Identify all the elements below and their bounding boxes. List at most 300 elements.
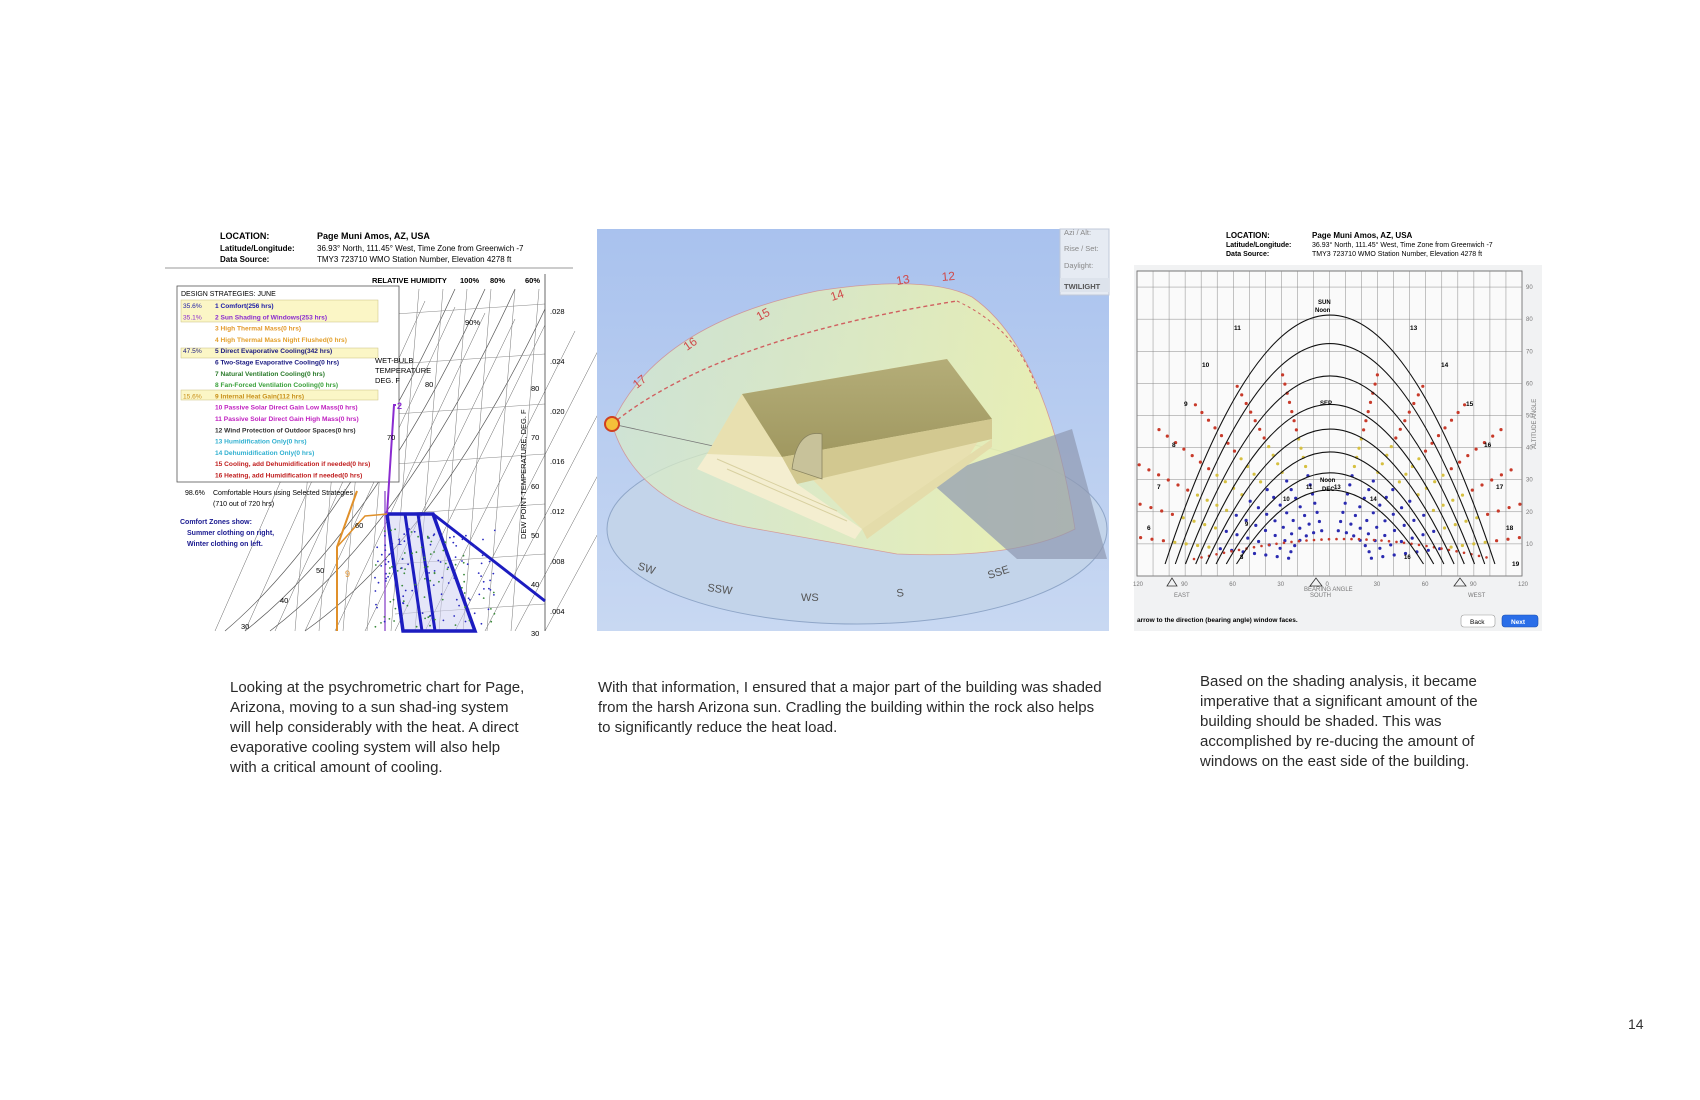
next-button[interactable] [1502, 615, 1538, 627]
hour-dot [1313, 539, 1316, 542]
hour-dot [1421, 385, 1424, 388]
hour-dot [1167, 478, 1170, 481]
hour-dot [1215, 553, 1218, 556]
hour-dot [1357, 447, 1360, 450]
hour-dot [1461, 494, 1464, 497]
hour-dot [1166, 435, 1169, 438]
hour-dot [1196, 494, 1199, 497]
hour-dot [1312, 531, 1315, 534]
hour-dot [1495, 539, 1498, 542]
data-dot [391, 543, 393, 545]
data-dot [424, 578, 426, 580]
hour-dot [1157, 428, 1160, 431]
hour-dot [1236, 385, 1239, 388]
hour-dot [1359, 527, 1362, 530]
dec-label: DEC [1322, 487, 1335, 493]
hour-dot [1412, 402, 1415, 405]
hour-dot [1343, 538, 1346, 541]
hour-dot [1345, 531, 1348, 534]
hour-dot [1372, 511, 1375, 514]
data-dot [469, 620, 471, 622]
data-dot [416, 551, 418, 553]
data-dot [463, 555, 465, 557]
caption-shading: Based on the shading analysis, it became imperative that a significant amount of the building should be shaded. This was accomplished by re-ducing the amount of windows on the east side of the building. [1200, 673, 1478, 770]
hour-dot [1432, 509, 1435, 512]
hour-dot [1233, 450, 1236, 453]
hour-dot [1215, 504, 1218, 507]
hour-dot [1381, 462, 1384, 465]
east-label: EAST [1174, 593, 1190, 599]
hour-dot [1337, 529, 1340, 532]
hour-dot [1157, 473, 1160, 476]
hour-dot [1518, 536, 1521, 539]
altitude-tick: 60 [1526, 381, 1533, 388]
compass-sse: SSE [986, 563, 1011, 582]
hour-dot [1281, 373, 1284, 376]
altitude-tick: 50 [1526, 413, 1533, 420]
data-dot [402, 602, 404, 604]
humidity-90: 90% [465, 318, 481, 327]
data-dot [403, 572, 405, 574]
bearing-label: BEARING ANGLE [1304, 587, 1353, 593]
hour-dot [1199, 461, 1202, 464]
hour-12: 12 [941, 268, 956, 284]
hour-dot [1348, 483, 1351, 486]
hour-dot [1225, 509, 1228, 512]
altitude-tick: 30 [1526, 477, 1533, 484]
hour-label: 10 [1202, 362, 1210, 369]
hour-dot [1206, 499, 1209, 502]
menu-twilight: TWILIGHT [1064, 282, 1101, 291]
sun-location-value: Page Muni Amos, AZ, USA [1312, 231, 1413, 240]
hour-dot [1392, 513, 1395, 516]
sep-label: SEP [1320, 401, 1333, 407]
psy-location-value: Page Muni Amos, AZ, USA [317, 231, 430, 241]
hour-dot [1298, 527, 1301, 530]
hour-dot [1486, 513, 1489, 516]
zone-label-2: 2 [397, 401, 403, 411]
data-dot [411, 531, 413, 533]
data-dot [478, 594, 480, 596]
strategy-item: 13 Humidification Only(0 hrs) [215, 438, 307, 446]
data-dot [384, 535, 386, 537]
dew-tick: 30 [531, 629, 540, 638]
data-dot [380, 565, 382, 567]
hour-dot [1358, 505, 1361, 508]
data-dot [493, 592, 495, 594]
data-dot [455, 624, 457, 626]
hour-dot [1450, 419, 1453, 422]
altitude-tick: 90 [1526, 285, 1533, 292]
hour-14: 14 [828, 286, 846, 304]
back-button-label: Back [1470, 619, 1485, 626]
data-dot [463, 581, 465, 583]
hour-dot [1283, 542, 1286, 545]
data-dot [483, 581, 485, 583]
strategy-item: 8 Fan-Forced Ventilation Cooling(0 hrs) [215, 382, 339, 390]
ratio-tick: .024 [550, 357, 565, 366]
hour-dot [1320, 538, 1323, 541]
hour-dot [1411, 537, 1414, 540]
hour-dot [1461, 544, 1464, 547]
hour-label: 7 [1157, 484, 1161, 491]
data-dot [464, 606, 466, 608]
hour-dot [1303, 514, 1306, 517]
hour-dot [1425, 545, 1428, 548]
hour-dot [1318, 520, 1321, 523]
hour-dot [1285, 479, 1288, 482]
data-dot [424, 618, 426, 620]
hour-dot [1313, 502, 1316, 505]
data-dot [433, 535, 435, 537]
noon-dec-label: Noon [1320, 478, 1336, 484]
strategy-item: 1 Comfort(256 hrs) [215, 303, 274, 310]
hour-dot [1393, 553, 1396, 556]
hour-dot [1450, 467, 1453, 470]
hour-dot [1395, 541, 1398, 544]
data-dot [429, 615, 431, 617]
psy-location-label: LOCATION: [220, 231, 270, 241]
hour-dot [1200, 411, 1203, 414]
strategy-pct: 15.6% [183, 393, 202, 401]
hour-dot [1362, 428, 1365, 431]
instruction-text: arrow to the direction (bearing angle) window faces. [1137, 617, 1298, 624]
data-dot [408, 528, 410, 530]
hour-dot [1240, 457, 1243, 460]
hour-dot [1293, 419, 1296, 422]
hour-dot [1260, 545, 1263, 548]
data-dot [489, 580, 491, 582]
hour-dot [1350, 538, 1353, 541]
data-dot [374, 577, 376, 579]
hour-dot [1246, 537, 1249, 540]
hour-dot [1264, 529, 1267, 532]
sun-latlong-label: Latitude/Longitude: [1226, 242, 1292, 249]
ratio-tick: .008 [550, 557, 565, 566]
hour-dot [1471, 489, 1474, 492]
hour-dot [1432, 530, 1435, 533]
hour-dot [1245, 402, 1248, 405]
data-dot [380, 622, 382, 624]
data-dot [405, 590, 407, 592]
data-dot [434, 619, 436, 621]
hour-dot [1192, 520, 1195, 523]
data-dot [463, 574, 465, 576]
data-dot [465, 535, 467, 537]
hour-dot [1149, 506, 1152, 509]
hour-dot [1203, 523, 1206, 526]
hour-dot [1147, 468, 1150, 471]
psy-source-label: Data Source: [220, 255, 270, 264]
data-dot [402, 595, 404, 597]
hour-dot [1403, 542, 1406, 545]
bearing-tick: 60 [1421, 582, 1429, 588]
wet-bulb-tick: 30 [241, 622, 250, 631]
strategy-item: 12 Wind Protection of Outdoor Spaces(0 hrs) [215, 427, 356, 435]
hour-dot [1139, 536, 1142, 539]
hour-dot [1290, 541, 1293, 544]
hour-dot [1267, 445, 1270, 448]
sun-latlong-value: 36.93° North, 111.45° West, Time Zone from Greenwich -7 [1312, 242, 1493, 249]
data-dot [468, 597, 470, 599]
hour-dot [1400, 540, 1403, 543]
hour-dot [1450, 546, 1453, 549]
data-dot [441, 593, 443, 595]
wet-bulb-tick: 70 [387, 433, 396, 442]
strategy-item: 10 Passive Solar Direct Gain Low Mass(0 hrs) [215, 404, 358, 412]
data-dot [404, 540, 406, 542]
data-dot [453, 615, 455, 617]
psychrometric-chart [165, 229, 573, 638]
data-dot [434, 570, 436, 572]
data-dot [375, 590, 377, 592]
hour-dot [1288, 401, 1291, 404]
hour-dot [1463, 552, 1466, 555]
hour-dot [1417, 393, 1420, 396]
hour-dot [1358, 538, 1361, 541]
hour-dot [1399, 428, 1402, 431]
data-dot [385, 578, 387, 580]
hour-dot [1393, 529, 1396, 532]
hour-dot [1500, 473, 1503, 476]
data-dot [455, 564, 457, 566]
hour-dot [1316, 511, 1319, 514]
data-dot [490, 608, 492, 610]
hour-dot [1381, 555, 1384, 558]
hour-dot [1427, 549, 1430, 552]
data-dot [492, 573, 494, 575]
hour-dot [1441, 474, 1444, 477]
west-label: WEST [1468, 593, 1486, 599]
data-dot [440, 561, 442, 563]
hour-dot [1458, 461, 1461, 464]
hour-dot [1254, 419, 1257, 422]
data-dot [385, 563, 387, 565]
sun-path-chart [1134, 229, 1542, 631]
data-dot [489, 561, 491, 563]
hour-dot [1264, 553, 1267, 556]
hour-label: 14 [1370, 497, 1377, 503]
strategy-item: 2 Sun Shading of Windows(253 hrs) [215, 314, 328, 322]
data-dot [390, 529, 392, 531]
data-dot [474, 612, 476, 614]
data-dot [463, 562, 465, 564]
data-dot [483, 597, 485, 599]
hour-label: 6 [1147, 525, 1151, 532]
hour-dot [1194, 403, 1197, 406]
data-dot [441, 577, 443, 579]
hour-dot [1285, 511, 1288, 514]
data-dot [444, 541, 446, 543]
zone-label-9: 9 [345, 569, 351, 579]
data-dot [391, 566, 393, 568]
hour-dot [1257, 540, 1260, 543]
hour-dot [1150, 538, 1153, 541]
hour-dot [1383, 534, 1386, 537]
hour-dot [1290, 488, 1293, 491]
data-dot [403, 600, 405, 602]
hour-dot [1160, 509, 1163, 512]
humidity-80: 80% [490, 276, 506, 285]
hour-dot [1506, 538, 1509, 541]
hour-label: 8 [1172, 442, 1176, 449]
hour-label: 9 [1184, 401, 1188, 408]
hour-dot [1364, 544, 1367, 547]
compass-sw: SW [636, 560, 657, 578]
back-button[interactable] [1461, 615, 1495, 627]
hour-label: 18 [1506, 525, 1514, 532]
hour-dot [1398, 480, 1401, 483]
hour-dot [1472, 542, 1475, 545]
hour-dot [1230, 550, 1233, 553]
data-dot [389, 601, 391, 603]
strategy-item: 11 Passive Solar Direct Gain High Mass(0 hrs) [215, 416, 359, 423]
data-dot [387, 576, 389, 578]
data-dot [430, 541, 432, 543]
data-dot [494, 613, 496, 615]
strategy-pct: 35.1% [183, 314, 202, 322]
hour-dot [1253, 473, 1256, 476]
comfort-zones-line2: Winter clothing on left. [187, 541, 263, 548]
strategy-item: 14 Dehumidification Only(0 hrs) [215, 449, 315, 457]
data-dot [393, 599, 395, 601]
wetbulb-label-2: TEMPERATURE [375, 366, 432, 375]
noon-label: Noon [1315, 308, 1331, 314]
hour-dot [1173, 541, 1176, 544]
comfort-zones-line1: Summer clothing on right, [187, 530, 275, 537]
hour-dot [1273, 519, 1276, 522]
data-dot [389, 573, 391, 575]
data-dot [394, 528, 396, 530]
wet-bulb-tick: 40 [280, 596, 289, 605]
hour-dot [1223, 552, 1226, 555]
hour-dot [1400, 506, 1403, 509]
hour-dot [1485, 556, 1488, 559]
hour-dot [1276, 555, 1279, 558]
data-dot [424, 596, 426, 598]
data-dot [481, 623, 483, 625]
sun-model-render [597, 229, 1109, 631]
hour-dot [1238, 549, 1241, 552]
data-dot [404, 552, 406, 554]
hour-dot [1328, 538, 1331, 541]
data-dot [458, 605, 460, 607]
menu-daylight: Daylight: [1064, 261, 1094, 270]
dew-tick: 80 [531, 384, 540, 393]
data-dot [389, 567, 391, 569]
hour-dot [1290, 532, 1293, 535]
hour-dot [1389, 543, 1392, 546]
wet-bulb-tick: 60 [355, 521, 364, 530]
hour-dot [1373, 539, 1376, 542]
data-dot [488, 608, 490, 610]
data-dot [433, 584, 435, 586]
hour-dot [1464, 520, 1467, 523]
hour-dot [1299, 447, 1302, 450]
hour-dot [1370, 557, 1373, 560]
hour-dot [1214, 526, 1217, 529]
hour-dot [1374, 383, 1377, 386]
hour-dot [1298, 540, 1301, 543]
data-dot [427, 536, 429, 538]
hour-dot [1378, 504, 1381, 507]
data-dot [385, 559, 387, 561]
data-dot [385, 580, 387, 582]
hour-dot [1308, 523, 1311, 526]
psychrometric-chart-panel [165, 229, 573, 638]
hour-dot [1443, 426, 1446, 429]
hour-dot [1368, 550, 1371, 553]
hour-label: 17 [1496, 484, 1504, 491]
data-dot [429, 625, 431, 627]
hour-dot [1451, 499, 1454, 502]
strategy-item: 5 Direct Evaporative Cooling(342 hrs) [215, 348, 333, 356]
data-dot [465, 621, 467, 623]
hour-dot [1380, 539, 1383, 542]
data-dot [401, 585, 403, 587]
hour-dot [1403, 524, 1406, 527]
hour-dot [1171, 513, 1174, 516]
dew-tick: 70 [531, 433, 540, 442]
hour-dot [1207, 546, 1210, 549]
hour-dot [1207, 467, 1210, 470]
sun-source-value: TMY3 723710 WMO Station Number, Elevation 4278 ft [1312, 251, 1483, 258]
hour-dot [1224, 480, 1227, 483]
hour-dot [1369, 401, 1372, 404]
strategy-item: 16 Heating, add Humidification if needed(0 hrs) [215, 472, 363, 480]
data-dot [384, 549, 386, 551]
hour-dot [1443, 526, 1446, 529]
hour-dot [1292, 519, 1295, 522]
data-dot [460, 592, 462, 594]
hour-dot [1457, 411, 1460, 414]
hour-dot [1289, 550, 1292, 553]
hour-dot [1196, 544, 1199, 547]
hour-label: 16 [1484, 442, 1492, 449]
hour-dot [1490, 478, 1493, 481]
data-dot [434, 572, 436, 574]
hour-16: 16 [680, 334, 700, 354]
altitude-tick: 20 [1526, 509, 1533, 516]
data-dot [375, 564, 377, 566]
data-dot [437, 560, 439, 562]
hour-dot [1367, 488, 1370, 491]
hour-dot [1417, 457, 1420, 460]
hour-dot [1320, 529, 1323, 532]
data-dot [428, 572, 430, 574]
data-dot [384, 530, 386, 532]
comfortable-sub: (710 out of 720 hrs) [213, 501, 275, 508]
hour-dot [1352, 534, 1355, 537]
hour-dot [1518, 503, 1521, 506]
hour-dot [1200, 556, 1203, 559]
dew-tick: 50 [531, 531, 540, 540]
hour-label: 9 [1245, 522, 1249, 528]
data-dot [403, 533, 405, 535]
hour-dot [1408, 411, 1411, 414]
data-dot [407, 605, 409, 607]
hour-dot [1299, 505, 1302, 508]
south-label: SOUTH [1310, 593, 1331, 599]
data-dot [378, 582, 380, 584]
data-dot [388, 561, 390, 563]
hour-label: 10 [1283, 497, 1290, 503]
data-dot [407, 563, 409, 565]
data-dot [478, 572, 480, 574]
hour-dot [1282, 526, 1285, 529]
data-dot [376, 546, 378, 548]
hour-label: 15 [1466, 401, 1474, 408]
